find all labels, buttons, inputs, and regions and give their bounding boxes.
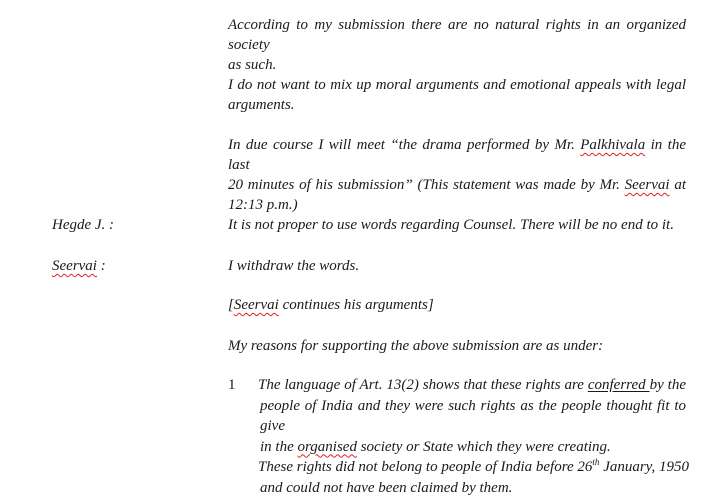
name-seervai: Seervai xyxy=(234,297,279,313)
paragraph-line: I do not want to mix up moral arguments and emotional appeals with legal xyxy=(228,75,686,95)
paragraph-drama-statement xyxy=(228,135,686,215)
text-run: In due course I will meet “the drama performed by Mr. xyxy=(228,137,580,153)
paragraph-line xyxy=(228,295,686,315)
speaker-colon: : xyxy=(97,258,106,274)
name-palkhivala: Palkhivala xyxy=(580,137,645,153)
list-line xyxy=(258,457,686,478)
text-run: by the xyxy=(650,377,686,393)
text-run: 20 minutes of his submission” (This statement was made by Mr. xyxy=(228,177,625,193)
paragraph-line: I withdraw the words. xyxy=(228,256,686,276)
paragraph-line: My reasons for supporting the above submission are as under: xyxy=(228,336,686,356)
paragraph-withdraw xyxy=(228,256,686,276)
paragraph-line xyxy=(228,135,686,175)
speaker-name: Seervai xyxy=(52,258,97,274)
speaker-hegde: Hegde J. : xyxy=(52,215,114,235)
paragraph-natural-rights xyxy=(228,15,686,75)
paragraph-line: According to my submission there are no natural rights in an organized society xyxy=(228,15,686,55)
list-line: and could not have been claimed by them. xyxy=(258,478,686,498)
paragraph-continues xyxy=(228,295,686,315)
list-line: people of India and they were such rights as the people thought fit to give xyxy=(258,396,686,437)
text-run: [ xyxy=(228,297,234,313)
text-run: continues his arguments] xyxy=(279,297,434,313)
list-item xyxy=(258,375,686,498)
text-run: These rights did not belong to people of India before 26 xyxy=(258,459,592,475)
text-run: in the xyxy=(260,439,298,455)
paragraph-moral-arguments xyxy=(228,75,686,115)
list-number: 1 xyxy=(228,375,236,395)
word-organised: organised xyxy=(298,439,357,455)
superscript: th xyxy=(592,457,599,467)
speaker-seervai xyxy=(52,256,106,276)
text-run-underlined: conferred xyxy=(588,377,650,393)
text-run: January, 1950 xyxy=(599,459,689,475)
paragraph-reasons xyxy=(228,336,686,356)
paragraph-line: as such. xyxy=(228,55,686,75)
text-run: The language of Art. 13(2) shows that these rights are xyxy=(258,377,588,393)
paragraph-line: It is not proper to use words regarding Counsel. There will be no end to it. xyxy=(228,215,686,235)
paragraph-line: arguments. xyxy=(228,95,686,115)
text-run: society or State which they were creating. xyxy=(357,439,611,455)
paragraph-hegde-remark xyxy=(228,215,686,235)
list-line xyxy=(258,375,686,396)
text-run: at xyxy=(670,177,686,193)
list-line xyxy=(258,437,686,458)
paragraph-line: 12:13 p.m.) xyxy=(228,195,686,215)
paragraph-line xyxy=(228,175,686,195)
name-seervai: Seervai xyxy=(625,177,670,193)
text-run: in the last xyxy=(228,137,686,173)
